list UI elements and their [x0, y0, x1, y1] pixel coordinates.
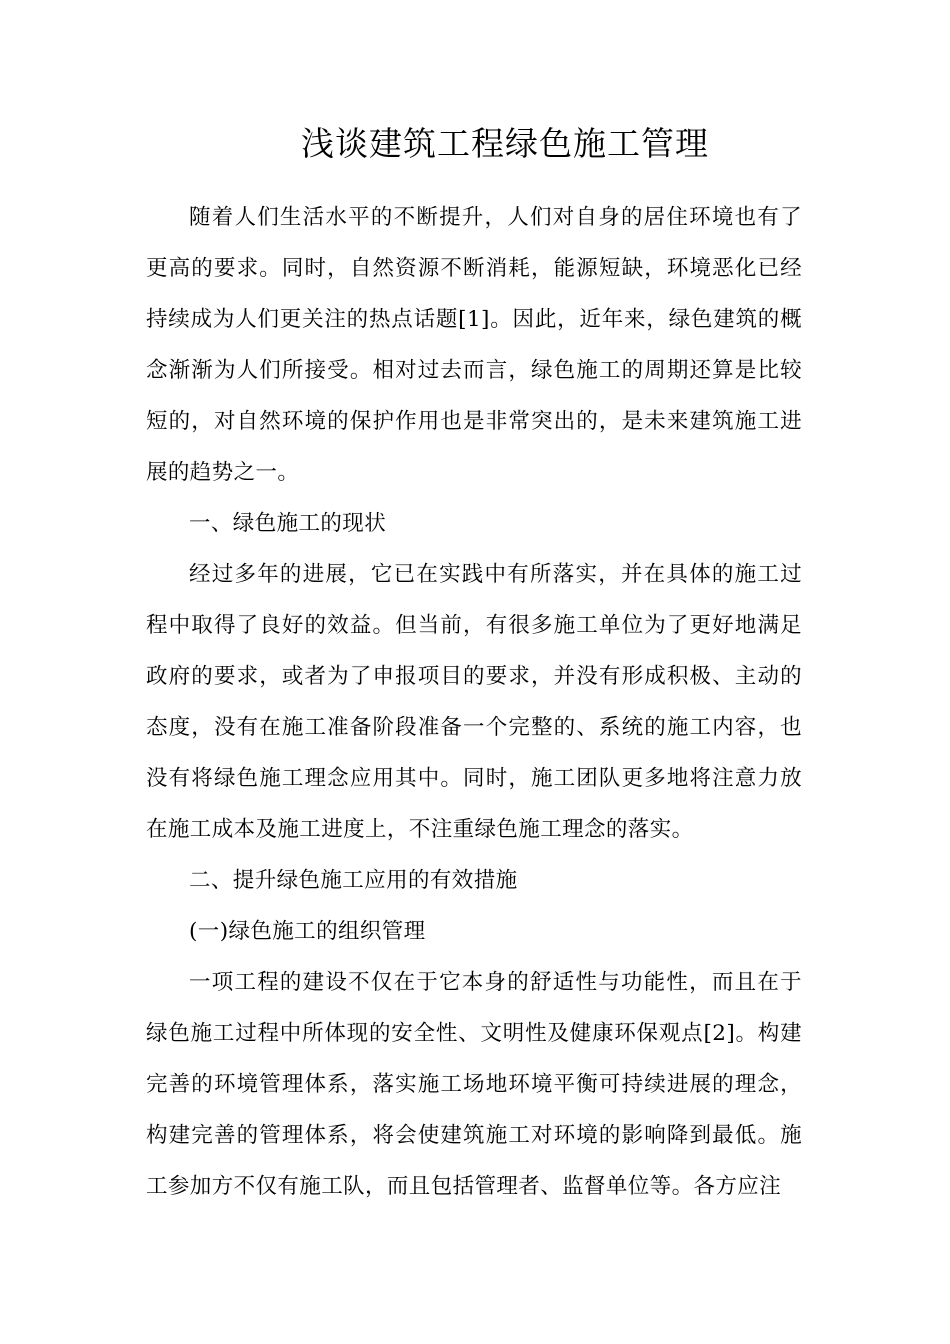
subsection-heading-organization: (一)绿色施工的组织管理: [189, 919, 426, 944]
document-body: [146, 192, 802, 1212]
document-title: 浅谈建筑工程绿色施工管理: [301, 124, 709, 163]
paragraph-current-status: 经过多年的进展，它已在实践中有所落实，并在具体的施工过程中取得了良好的效益。但当前，有很多施工单位为了更好地满足政府的要求，或者为了申报项目的要求，并没有形成积极、主动的态度，没有在施工准备阶段准备一个完整的、系统的施工内容，也没有将绿色施工理念应用其中。同时，施工团队更多地将注意力放在施工成本及施工进度上，不注重绿色施工理念的落实。: [146, 562, 802, 842]
paragraph-organization: 一项工程的建设不仅在于它本身的舒适性与功能性，而且在于绿色施工过程中所体现的安全性、文明性及健康环保观点[2]。构建完善的环境管理体系，落实施工场地环境平衡可持续进展的理念，构建完善的管理体系，将会使建筑施工对环境的影响降到最低。施工参加方不仅有施工队，而且包括管理者、监督单位等。各方应注: [146, 970, 802, 1199]
section-heading-current-status: 一、绿色施工的现状: [189, 511, 387, 536]
paragraph-intro: 随着人们生活水平的不断提升，人们对自身的居住环境也有了更高的要求。同时，自然资源不断消耗，能源短缺，环境恶化已经持续成为人们更关注的热点话题[1]。因此，近年来，绿色建筑的概念渐渐为人们所接受。相对过去而言，绿色施工的周期还算是比较短的，对自然环境的保护作用也是非常突出的，是未来建筑施工进展的趋势之一。: [146, 205, 802, 485]
section-heading-measures: 二、提升绿色施工应用的有效措施: [189, 868, 518, 893]
